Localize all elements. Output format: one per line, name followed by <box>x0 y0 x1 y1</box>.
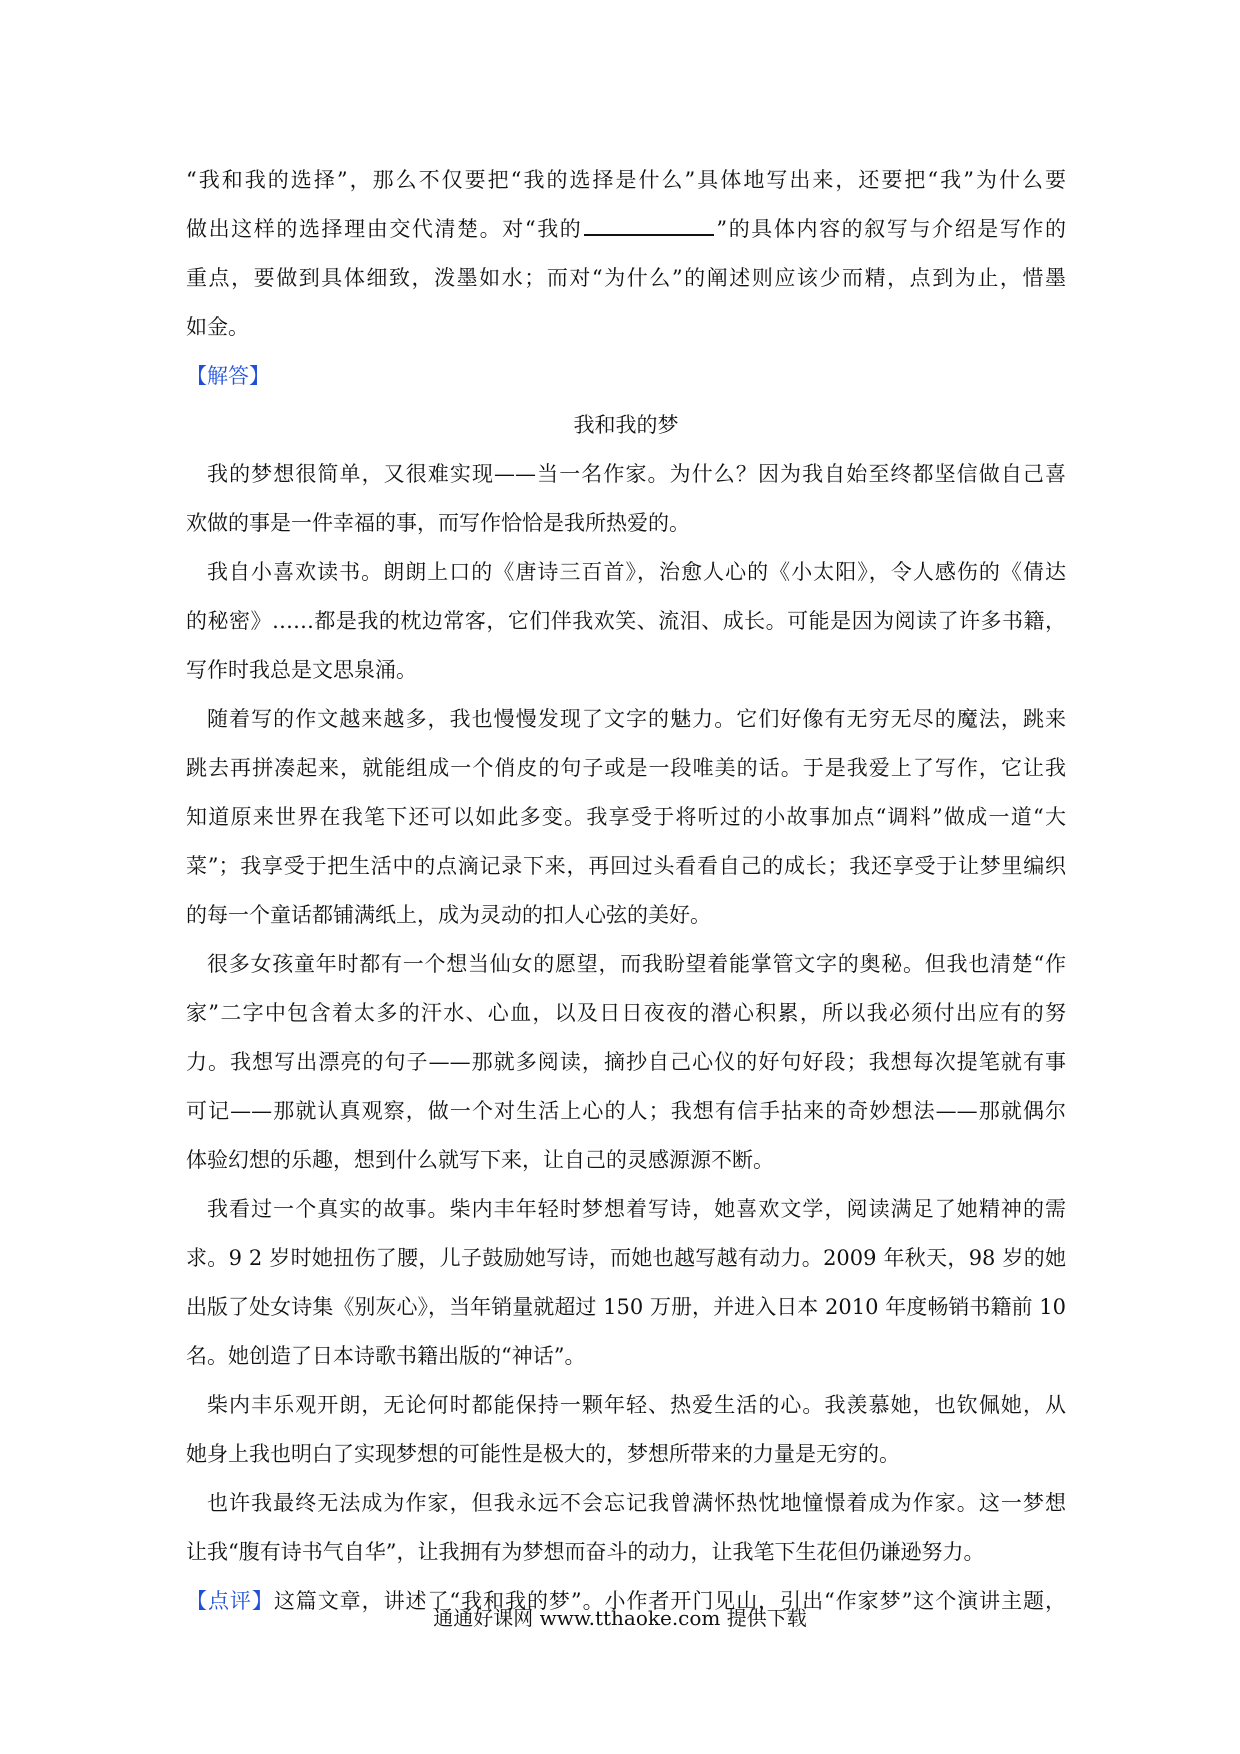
essay-paragraph <box>186 1185 1066 1381</box>
essay-line: 我看过一个真实的故事。柴内丰年轻时梦想着写诗，她喜欢文学，阅读满足了她精神的需 <box>207 1197 1066 1221</box>
essay-paragraph <box>186 940 1066 1185</box>
intro-line-3: 重点，要做到具体细致，泼墨如水；而对“为什么”的阐述则应该少而精，点到为止，惜墨 <box>186 266 1066 290</box>
fill-in-blank <box>584 216 714 236</box>
comment-text: 这篇文章，讲述了“我和我的梦”。小作者开门见山，引出“作家梦”这个演讲主题， <box>273 1589 1066 1613</box>
essay-paragraph <box>186 1381 1066 1479</box>
essay-line: 名。她创造了日本诗歌书籍出版的“神话”。 <box>186 1344 586 1368</box>
intro-line-2-after: ”的具体内容的叙写与介绍是写作的 <box>716 217 1066 241</box>
essay-paragraph <box>186 1479 1066 1577</box>
essay-line: 可记——那就认真观察，做一个对生活上心的人；我想有信手拈来的奇妙想法——那就偶尔 <box>186 1099 1066 1123</box>
essay-line: 体验幻想的乐趣，想到什么就写下来，让自己的灵感源源不断。 <box>186 1148 774 1172</box>
intro-line-4: 如金。 <box>186 315 249 339</box>
essay-line: 随着写的作文越来越多，我也慢慢发现了文字的魅力。它们好像有无穷无尽的魔法，跳来 <box>207 707 1066 731</box>
essay-line: 我的梦想很简单，又很难实现——当一名作家。为什么？因为我自始至终都坚信做自己喜 <box>207 462 1066 486</box>
essay-line: 她身上我也明白了实现梦想的可能性是极大的，梦想所带来的力量是无穷的。 <box>186 1442 900 1466</box>
essay-title: 我和我的梦 <box>573 413 679 437</box>
essay-line: 的秘密》……都是我的枕边常客，它们伴我欢笑、流泪、成长。可能是因为阅读了许多书籍， <box>186 609 1066 633</box>
intro-line-1: “我和我的选择”，那么不仅要把“我的选择是什么”具体地写出来，还要把“我”为什么要 <box>186 168 1066 192</box>
essay-line: 求。9 2 岁时她扭伤了腰，儿子鼓励她写诗，而她也越写越有动力。2009 年秋天，98 岁的她 <box>186 1246 1066 1270</box>
essay-line: 很多女孩童年时都有一个想当仙女的愿望，而我盼望着能掌管文字的奥秘。但我也清楚“作 <box>207 952 1066 976</box>
essay-line: 家”二字中包含着太多的汗水、心血，以及日日夜夜的潜心积累，所以我必须付出应有的努 <box>186 1001 1066 1025</box>
essay-line: 出版了处女诗集《别灰心》，当年销量就超过 150 万册，并进入日本 2010 年度畅销书籍前 10 <box>186 1295 1066 1319</box>
essay-line: 也许我最终无法成为作家，但我永远不会忘记我曾满怀热忱地憧憬着成为作家。这一梦想 <box>207 1491 1066 1515</box>
essay-paragraph <box>186 450 1066 548</box>
comment-tag: 【点评】 <box>186 1589 274 1613</box>
answer-tag: 【解答】 <box>186 364 270 388</box>
intro-line-2-before: 做出这样的选择理由交代清楚。对“我的 <box>186 217 583 241</box>
essay-line: 力。我想写出漂亮的句子——那就多阅读，摘抄自己心仪的好句好段；我想每次提笔就有事 <box>186 1050 1066 1074</box>
essay-line: 知道原来世界在我笔下还可以如此多变。我享受于将听过的小故事加点“调料”做成一道“大 <box>186 805 1066 829</box>
essay-paragraph <box>186 548 1066 695</box>
document-page <box>186 156 1066 1626</box>
essay-line: 我自小喜欢读书。朗朗上口的《唐诗三百首》，治愈人心的《小太阳》，令人感伤的《倩达 <box>207 560 1066 584</box>
essay-paragraph <box>186 695 1066 940</box>
essay-line: 欢做的事是一件幸福的事，而写作恰恰是我所热爱的。 <box>186 511 690 535</box>
essay-line: 菜”；我享受于把生活中的点滴记录下来，再回过头看看自己的成长；我还享受于让梦里编织 <box>186 854 1066 878</box>
essay-line: 让我“腹有诗书气自华”，让我拥有为梦想而奋斗的动力，让我笔下生花但仍谦逊努力。 <box>186 1540 985 1564</box>
intro-line-2 <box>186 205 1066 254</box>
page-footer: 通通好课网 www.tthaoke.com 提供下载 <box>433 1606 807 1630</box>
essay-line: 的每一个童话都铺满纸上，成为灵动的扣人心弦的美好。 <box>186 903 711 927</box>
essay-line: 柴内丰乐观开朗，无论何时都能保持一颗年轻、热爱生活的心。我羡慕她，也钦佩她，从 <box>207 1393 1066 1417</box>
essay-line: 跳去再拼凑起来，就能组成一个俏皮的句子或是一段唯美的话。于是我爱上了写作，它让我 <box>186 756 1066 780</box>
essay-body <box>186 450 1066 1577</box>
essay-line: 写作时我总是文思泉涌。 <box>186 658 417 682</box>
